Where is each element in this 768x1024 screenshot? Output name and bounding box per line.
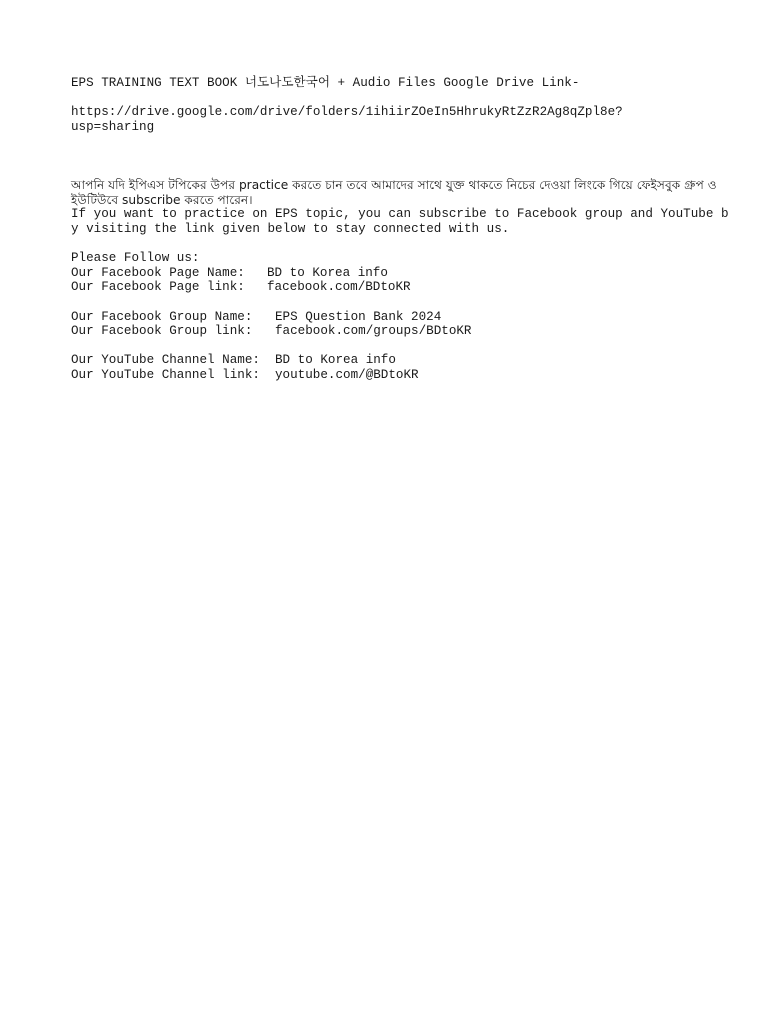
facebook-page-link-label: Our Facebook Page link: [71, 280, 245, 295]
youtube-channel-link-label: Our YouTube Channel link: [71, 367, 260, 382]
facebook-page-link[interactable]: facebook.com/BDtoKR [267, 280, 411, 295]
spacer [71, 339, 731, 354]
facebook-group-link-row [71, 324, 731, 339]
youtube-name-row [71, 353, 731, 368]
spacer [71, 237, 731, 252]
youtube-link-row [71, 368, 731, 383]
bengali-paragraph: আপনি যদি ইপিএস টপিকের উপর practice করতে চান তবে আমাদের সাথে যুক্ত থাকতে নিচের দেওয়া লিংকে গিয়ে ফেইসবুক গ্রুপ ও ইউটিউবে subscribe করতে পারেন। [71, 178, 721, 207]
document-page [71, 76, 731, 382]
facebook-group-name-value: EPS Question Bank 2024 [275, 309, 442, 324]
facebook-page-name-value: BD to Korea info [267, 265, 388, 280]
youtube-channel-name-value: BD to Korea info [275, 353, 396, 368]
facebook-page-link-row [71, 280, 731, 295]
youtube-channel-name-label: Our YouTube Channel Name: [71, 353, 260, 368]
spacer [71, 91, 731, 106]
facebook-page-name-label: Our Facebook Page Name: [71, 265, 245, 280]
drive-link-line-1[interactable]: https://drive.google.com/drive/folders/1ihiirZOeIn5HhrukyRtZzR2Ag8qZpl8e? [71, 105, 623, 120]
facebook-page-name-row [71, 266, 731, 281]
follow-heading: Please Follow us: [71, 251, 200, 266]
spacer [71, 134, 731, 178]
facebook-group-link-label: Our Facebook Group link: [71, 324, 253, 339]
facebook-group-name-row [71, 310, 731, 325]
spacer [71, 295, 731, 310]
facebook-group-link[interactable]: facebook.com/groups/BDtoKR [275, 324, 472, 339]
facebook-group-name-label: Our Facebook Group Name: [71, 309, 253, 324]
title-line: EPS TRAINING TEXT BOOK 너도나도한국어 + Audio Files Google Drive Link- [71, 76, 580, 90]
drive-link-line-2[interactable]: usp=sharing [71, 119, 155, 134]
youtube-channel-link[interactable]: youtube.com/@BDtoKR [275, 367, 419, 382]
english-paragraph: If you want to practice on EPS topic, you can subscribe to Facebook group and YouTube by visiting the link given below to stay connected with us. [71, 207, 729, 236]
